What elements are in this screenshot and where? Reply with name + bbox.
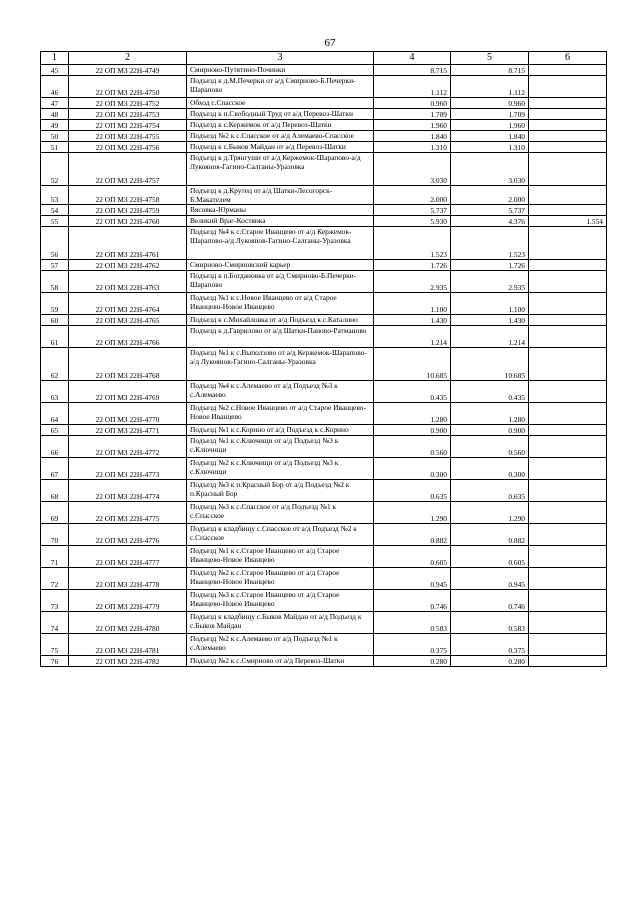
length-col6 — [529, 315, 607, 326]
road-code: 22 ОП МЗ 22Н-4770 — [69, 403, 187, 425]
road-name: Подъезд к д.Трянгуши от а/д Кержемок-Шарапово-а/д Лукояноя-Гагино-Салганы-Уразовка — [187, 153, 374, 186]
road-code: 22 ОП МЗ 22Н-4777 — [69, 546, 187, 568]
row-number: 53 — [41, 186, 69, 205]
road-name: Подъезд к с.Быков Майдан от а/д Перевоз-Шатки — [187, 142, 374, 153]
column-header: 1 — [41, 52, 69, 65]
length-col6: 1.554 — [529, 216, 607, 227]
table-row — [41, 634, 607, 656]
length-col5: 0.960 — [451, 98, 529, 109]
road-name: Подъезд к с.Кержемок от а/д Перевоз-Шатки — [187, 120, 374, 131]
length-col6 — [529, 502, 607, 524]
length-col5: 1.960 — [451, 120, 529, 131]
length-col6 — [529, 403, 607, 425]
road-code: 22 ОП МЗ 22Н-4779 — [69, 590, 187, 612]
column-header: 4 — [374, 52, 451, 65]
road-code: 22 ОП МЗ 22Н-4755 — [69, 131, 187, 142]
table-row — [41, 120, 607, 131]
length-total: 10.685 — [374, 348, 451, 381]
column-header: 3 — [187, 52, 374, 65]
length-col6 — [529, 131, 607, 142]
length-col5: 5.737 — [451, 205, 529, 216]
length-total: 1.726 — [374, 260, 451, 271]
road-code: 22 ОП МЗ 22Н-4782 — [69, 656, 187, 667]
table-row — [41, 271, 607, 293]
length-col6 — [529, 656, 607, 667]
row-number: 56 — [41, 227, 69, 260]
row-number: 59 — [41, 293, 69, 315]
length-total: 1.280 — [374, 403, 451, 425]
road-code: 22 ОП МЗ 22Н-4766 — [69, 326, 187, 348]
table-row — [41, 76, 607, 98]
length-col6 — [529, 109, 607, 120]
length-total: 5.737 — [374, 205, 451, 216]
row-number: 63 — [41, 381, 69, 403]
road-code: 22 ОП МЗ 22Н-4776 — [69, 524, 187, 546]
road-name: Подъезд №1 к с.Старое Иванцево от а/д Старое Иванцево-Новое Иванцево — [187, 546, 374, 568]
row-number: 55 — [41, 216, 69, 227]
row-number: 58 — [41, 271, 69, 293]
road-code: 22 ОП МЗ 22Н-4760 — [69, 216, 187, 227]
road-name: Подъезд №1 к с.Ключищи от а/д Подъезд №3 к с.Ключищи — [187, 436, 374, 458]
length-col6 — [529, 120, 607, 131]
length-col5: 1.290 — [451, 502, 529, 524]
row-number: 74 — [41, 612, 69, 634]
length-total: 0.882 — [374, 524, 451, 546]
length-col5: 1.310 — [451, 142, 529, 153]
length-col6 — [529, 425, 607, 436]
road-name: Подъезд №3 к с.Спасское от а/д Подъезд №1 к с.Спасское — [187, 502, 374, 524]
road-name: Подъезд к д.Крутец от а/д Шатки-Лесогорск-Б.Макателем — [187, 186, 374, 205]
road-name: Смирново-Смирновский карьер — [187, 260, 374, 271]
road-code: 22 ОП МЗ 22Н-4768 — [69, 348, 187, 381]
table-row — [41, 568, 607, 590]
table-row — [41, 480, 607, 502]
length-total: 8.715 — [374, 65, 451, 76]
length-col6 — [529, 348, 607, 381]
column-header: 5 — [451, 52, 529, 65]
row-number: 73 — [41, 590, 69, 612]
length-total: 0.583 — [374, 612, 451, 634]
row-number: 68 — [41, 480, 69, 502]
road-code: 22 ОП МЗ 22Н-4749 — [69, 65, 187, 76]
length-total: 0.746 — [374, 590, 451, 612]
road-code: 22 ОП МЗ 22Н-4761 — [69, 227, 187, 260]
table-row — [41, 227, 607, 260]
length-col6 — [529, 436, 607, 458]
row-number: 70 — [41, 524, 69, 546]
length-col6 — [529, 546, 607, 568]
row-number: 67 — [41, 458, 69, 480]
row-number: 66 — [41, 436, 69, 458]
length-col6 — [529, 205, 607, 216]
length-col5: 1.100 — [451, 293, 529, 315]
road-code: 22 ОП МЗ 22Н-4772 — [69, 436, 187, 458]
length-col5: 1.280 — [451, 403, 529, 425]
road-name: Обход с.Спасское — [187, 98, 374, 109]
length-col5: 1.709 — [451, 109, 529, 120]
road-name: Подъезд №2 с.Новое Иванцево от а/д Старое Иванцево-Новое Иванцево — [187, 403, 374, 425]
table-row — [41, 260, 607, 271]
road-name: Подъезд к п.Богдановка от а/д Смирново-Б.Печерки-Шарапово — [187, 271, 374, 293]
row-number: 50 — [41, 131, 69, 142]
length-total: 0.945 — [374, 568, 451, 590]
table-row — [41, 326, 607, 348]
length-total: 3.030 — [374, 153, 451, 186]
row-number: 61 — [41, 326, 69, 348]
length-col6 — [529, 142, 607, 153]
table-row — [41, 524, 607, 546]
row-number: 49 — [41, 120, 69, 131]
road-name: Подъезд №2 к с.Спасское от а/д Алемаево-Спасское — [187, 131, 374, 142]
length-total: 2.000 — [374, 186, 451, 205]
length-col6 — [529, 590, 607, 612]
road-code: 22 ОП МЗ 22Н-4769 — [69, 381, 187, 403]
table-row — [41, 205, 607, 216]
road-code: 22 ОП МЗ 22Н-4778 — [69, 568, 187, 590]
length-col6 — [529, 271, 607, 293]
length-col6 — [529, 568, 607, 590]
table-row — [41, 590, 607, 612]
road-code: 22 ОП МЗ 22Н-4762 — [69, 260, 187, 271]
length-col6 — [529, 612, 607, 634]
road-code: 22 ОП МЗ 22Н-4774 — [69, 480, 187, 502]
length-col5: 1.840 — [451, 131, 529, 142]
road-code: 22 ОП МЗ 22Н-4759 — [69, 205, 187, 216]
length-col5: 10.685 — [451, 348, 529, 381]
length-col6 — [529, 65, 607, 76]
row-number: 71 — [41, 546, 69, 568]
table-row — [41, 315, 607, 326]
table-row — [41, 186, 607, 205]
length-col5: 2.935 — [451, 271, 529, 293]
road-code: 22 ОП МЗ 22Н-4780 — [69, 612, 187, 634]
row-number: 54 — [41, 205, 69, 216]
length-total: 2.935 — [374, 271, 451, 293]
length-total: 1.709 — [374, 109, 451, 120]
length-total: 0.280 — [374, 656, 451, 667]
road-name: Подъезд №2 к с.Старое Иванцево от а/д Старое Иванцево-Новое Иванцево — [187, 568, 374, 590]
road-name: Подъезд №3 к п.Красный Бор от а/д Подъезд №2 к п.Красный Бор — [187, 480, 374, 502]
table-row — [41, 458, 607, 480]
road-name: Подъезд к п.Свободный Труд от а/д Перевоз-Шатки — [187, 109, 374, 120]
header-row — [41, 52, 607, 65]
length-col5: 0.375 — [451, 634, 529, 656]
page-number: 67 — [324, 37, 336, 49]
length-col6 — [529, 458, 607, 480]
length-col6 — [529, 524, 607, 546]
table-row — [41, 403, 607, 425]
row-number: 76 — [41, 656, 69, 667]
table-row — [41, 425, 607, 436]
length-total: 0.635 — [374, 480, 451, 502]
road-name: Подъезд №4 к с.Алемаево от а/д Подъезд №3 к с.Алемаево — [187, 381, 374, 403]
row-number: 45 — [41, 65, 69, 76]
row-number: 52 — [41, 153, 69, 186]
length-total: 5.930 — [374, 216, 451, 227]
road-code: 22 ОП МЗ 22Н-4765 — [69, 315, 187, 326]
road-code: 22 ОП МЗ 22Н-4753 — [69, 109, 187, 120]
row-number: 65 — [41, 425, 69, 436]
row-number: 72 — [41, 568, 69, 590]
length-col5: 0.945 — [451, 568, 529, 590]
table-row — [41, 98, 607, 109]
length-col5: 0.746 — [451, 590, 529, 612]
road-name: Подъезд №2 к с.Ключищи от а/д Подъезд №3 к с.Ключищи — [187, 458, 374, 480]
length-col5: 1.523 — [451, 227, 529, 260]
road-name: Подъезд №3 к с.Старое Иванцево от а/д Старое Иванцево-Новое Иванцево — [187, 590, 374, 612]
column-header: 2 — [69, 52, 187, 65]
table-row — [41, 131, 607, 142]
length-total: 0.960 — [374, 98, 451, 109]
table-row — [41, 293, 607, 315]
length-col5: 0.882 — [451, 524, 529, 546]
length-col5: 0.583 — [451, 612, 529, 634]
length-total: 1.112 — [374, 76, 451, 98]
length-col6 — [529, 76, 607, 98]
table-row — [41, 153, 607, 186]
length-col5: 0.900 — [451, 425, 529, 436]
length-total: 1.100 — [374, 293, 451, 315]
length-col5: 1.112 — [451, 76, 529, 98]
road-code: 22 ОП МЗ 22Н-4775 — [69, 502, 187, 524]
row-number: 75 — [41, 634, 69, 656]
road-code: 22 ОП МЗ 22Н-4781 — [69, 634, 187, 656]
road-name: Подъезд №1 к с.Новое Иванцево от а/д Старое Иванцево-Новое Иванцево — [187, 293, 374, 315]
road-code: 22 ОП МЗ 22Н-4758 — [69, 186, 187, 205]
road-name: Подъезд к д.М.Печерки от а/д Смирново-Б.Печерки-Шарапово — [187, 76, 374, 98]
length-total: 1.290 — [374, 502, 451, 524]
table-row — [41, 656, 607, 667]
table-row — [41, 65, 607, 76]
row-number: 62 — [41, 348, 69, 381]
length-col6 — [529, 326, 607, 348]
length-col6 — [529, 153, 607, 186]
table-row — [41, 348, 607, 381]
table-row — [41, 142, 607, 153]
road-name: Великий Враг-Костянка — [187, 216, 374, 227]
row-number: 60 — [41, 315, 69, 326]
road-name: Подъезд №1 к с.Корино от а/д Подъезд к с.Корино — [187, 425, 374, 436]
length-total: 1.840 — [374, 131, 451, 142]
column-header: 6 — [529, 52, 607, 65]
length-total: 1.960 — [374, 120, 451, 131]
road-code: 22 ОП МЗ 22Н-4752 — [69, 98, 187, 109]
length-col6 — [529, 293, 607, 315]
road-code: 22 ОП МЗ 22Н-4771 — [69, 425, 187, 436]
length-col5: 0.280 — [451, 656, 529, 667]
length-col5: 3.030 — [451, 153, 529, 186]
length-total: 0.375 — [374, 634, 451, 656]
length-total: 1.310 — [374, 142, 451, 153]
roads-table — [40, 51, 607, 667]
road-name: Подъезд №4 к с.Старое Иванцево от а/д Кержемок-Шарапово-а/д Лукоянов-Гагино-Салганы-Уразовка — [187, 227, 374, 260]
road-code: 22 ОП МЗ 22Н-4754 — [69, 120, 187, 131]
length-col5: 1.726 — [451, 260, 529, 271]
table-row — [41, 502, 607, 524]
road-code: 22 ОП МЗ 22Н-4773 — [69, 458, 187, 480]
road-name: Подъезд к кладбищу с.Быков Майдан от а/д Подъезд к с.Быков Майдан — [187, 612, 374, 634]
length-total: 0.300 — [374, 458, 451, 480]
length-col5: 0.635 — [451, 480, 529, 502]
road-name: Подъезд №1 к с.Выползово от а/д Кержемок-Шарапово-а/д Лукоянов-Гагино-Салганы-Уразовка — [187, 348, 374, 381]
road-name: Подъезд к кладбищу с.Спасское от а/д Подъезд №2 к с.Спасское — [187, 524, 374, 546]
table-row — [41, 109, 607, 120]
length-col5: 4.376 — [451, 216, 529, 227]
road-name: Подъезд к с.Михайловка от а/д Подъезд к с.Каталино — [187, 315, 374, 326]
length-col6 — [529, 260, 607, 271]
road-code: 22 ОП МЗ 22Н-4763 — [69, 271, 187, 293]
row-number: 47 — [41, 98, 69, 109]
length-total: 0.435 — [374, 381, 451, 403]
length-col6 — [529, 381, 607, 403]
length-col5: 1.430 — [451, 315, 529, 326]
row-number: 51 — [41, 142, 69, 153]
length-total: 1.430 — [374, 315, 451, 326]
road-code: 22 ОП МЗ 22Н-4750 — [69, 76, 187, 98]
road-name: Подъезд к д.Гаврилово от а/д Шатки-Паново-Ратманово — [187, 326, 374, 348]
length-col6 — [529, 634, 607, 656]
table-row — [41, 546, 607, 568]
length-col5: 1.214 — [451, 326, 529, 348]
length-col5: 0.300 — [451, 458, 529, 480]
length-col5: 2.000 — [451, 186, 529, 205]
table-body — [41, 65, 607, 667]
table-row — [41, 612, 607, 634]
row-number: 57 — [41, 260, 69, 271]
road-code: 22 ОП МЗ 22Н-4764 — [69, 293, 187, 315]
length-col6 — [529, 186, 607, 205]
row-number: 48 — [41, 109, 69, 120]
road-code: 22 ОП МЗ 22Н-4757 — [69, 153, 187, 186]
row-number: 69 — [41, 502, 69, 524]
length-total: 1.214 — [374, 326, 451, 348]
length-col6 — [529, 98, 607, 109]
table-row — [41, 436, 607, 458]
road-name: Смирново-Путятино-Починки — [187, 65, 374, 76]
length-total: 1.523 — [374, 227, 451, 260]
length-total: 0.605 — [374, 546, 451, 568]
road-name: Подъезд №2 к с.Алемаево от а/д Подъезд №1 к с.Алемаево — [187, 634, 374, 656]
row-number: 46 — [41, 76, 69, 98]
road-name: Вясовка-Юрманы — [187, 205, 374, 216]
length-col6 — [529, 480, 607, 502]
length-total: 0.900 — [374, 425, 451, 436]
length-col5: 0.605 — [451, 546, 529, 568]
row-number: 64 — [41, 403, 69, 425]
table-row — [41, 216, 607, 227]
length-col5: 8.715 — [451, 65, 529, 76]
length-col6 — [529, 227, 607, 260]
length-total: 0.560 — [374, 436, 451, 458]
road-name: Подъезд №2 к с.Смирново от а/д Перевоз-Шатки — [187, 656, 374, 667]
table-row — [41, 381, 607, 403]
length-col5: 0.560 — [451, 436, 529, 458]
road-code: 22 ОП МЗ 22Н-4756 — [69, 142, 187, 153]
length-col5: 0.435 — [451, 381, 529, 403]
